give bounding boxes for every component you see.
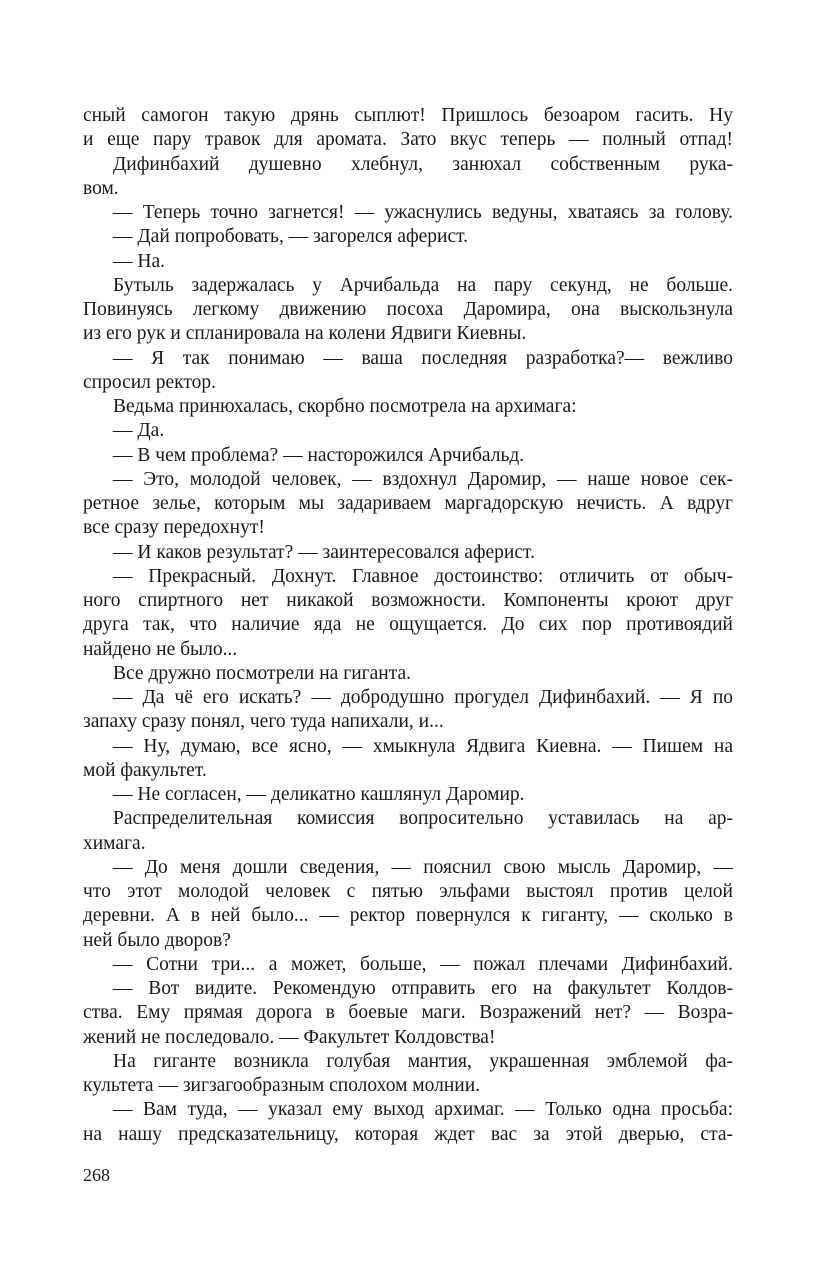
text-line: культета — зигзагообразным сполохом молнии. [83,1075,481,1096]
text-line: жений не последовало. — Факультет Колдовства! [83,1026,496,1048]
text-line: ства. Ему прямая дорога в боевые маги. Возражений нет? — Возра- [83,1002,733,1024]
text-line: — Это, молодой человек, — вздохнул Даромир, — наше новое сек- [113,468,733,490]
text-line: ретное зелье, которым мы задариваем маргадорскую нечисть. А вдруг [83,493,733,514]
text-line: Распределительная комиссия вопросительно уставилась на ар- [113,808,733,830]
text-line: деревни. А в ней было... — ректор повернулся к гиганту, — сколько в [83,905,733,927]
text-line: ного спиртного нет никакой возможности. Компоненты кроют друг [83,590,733,611]
text-line: и еще пару травок для аромата. Зато вкус теперь — полный отпад! [83,129,733,151]
text-line: спросил ректор. [83,371,217,393]
text-line: — Дай попробовать, — загорелся аферист. [113,226,469,248]
text-line: ней было дворов? [83,929,231,951]
text-line: — Сотни три... а может, больше, — пожал плечами Дифинбахий. [113,953,733,975]
text-line: — Я так понимаю — ваша последняя разработка?— вежливо [113,347,733,369]
text-line: что этот молодой человек с пятью эльфами выстоял против целой [83,881,733,902]
text-line: — Вот видите. Рекомендую отправить его на факультет Колдов- [113,978,733,999]
text-line: — На. [113,250,165,272]
text-line: сный самогон такую дрянь сыплют! Пришлось безоаром гасить. Ну [83,105,733,126]
text-line: — И каков результат? — заинтересовался аферист. [113,541,535,563]
text-line: — Ну, думаю, все ясно, — хмыкнула Ядвига Киевна. — Пишем на [113,735,733,757]
text-line: Бутыль задержалась у Арчибальда на пару секунд, не больше. [113,274,733,296]
text-line: — Вам туда, — указал ему выход архимаг. — Только одна просьба: [113,1099,733,1121]
text-line: химага. [83,832,146,854]
text-line: — Да. [113,420,165,442]
text-line: мой факультет. [83,759,207,781]
body-text [83,104,733,1147]
text-line: Повинуясь легкому движению посоха Даромира, она выскользнула [83,299,733,320]
text-line: — Прекрасный. Дохнут. Главное достоинство: отличить от обыч- [113,565,733,587]
text-line: На гиганте возникла голубая мантия, украшенная эмблемой фа- [113,1050,733,1072]
text-line: все сразу передохнут! [83,517,265,539]
text-line: — Не согласен, — деликатно кашлянул Даромир. [113,784,525,805]
text-line: найдено не было... [83,638,238,660]
text-line: вом. [83,177,119,199]
text-line: Все дружно посмотрели на гиганта. [113,662,412,684]
text-line: — В чем проблема? — насторожился Арчибальд. [113,444,525,466]
page-number: 268 [83,1165,110,1185]
text-line: запаху сразу понял, чего туда напихали, и... [83,711,444,733]
text-line: на нашу предсказательницу, которая ждет вас за этой дверью, ста- [83,1123,733,1145]
text-line: друга так, что наличие яда не ощущается. До сих пор противоядий [83,614,733,636]
text-line: — Да чё его искать? — добродушно прогудел Дифинбахий. — Я по [113,687,733,708]
text-line: — До меня дошли сведения, — пояснил свою мысль Даромир, — [113,856,733,878]
text-line: из его рук и спланировала на колени Ядвиги Киевны. [83,323,527,345]
text-line: Дифинбахий душевно хлебнул, занюхал собственным рука- [113,153,733,175]
text-line: — Теперь точно загнется! — ужаснулись ведуны, хватаясь за голову. [113,202,733,223]
text-line: Ведьма принюхалась, скорбно посмотрела на архимага: [113,396,577,417]
